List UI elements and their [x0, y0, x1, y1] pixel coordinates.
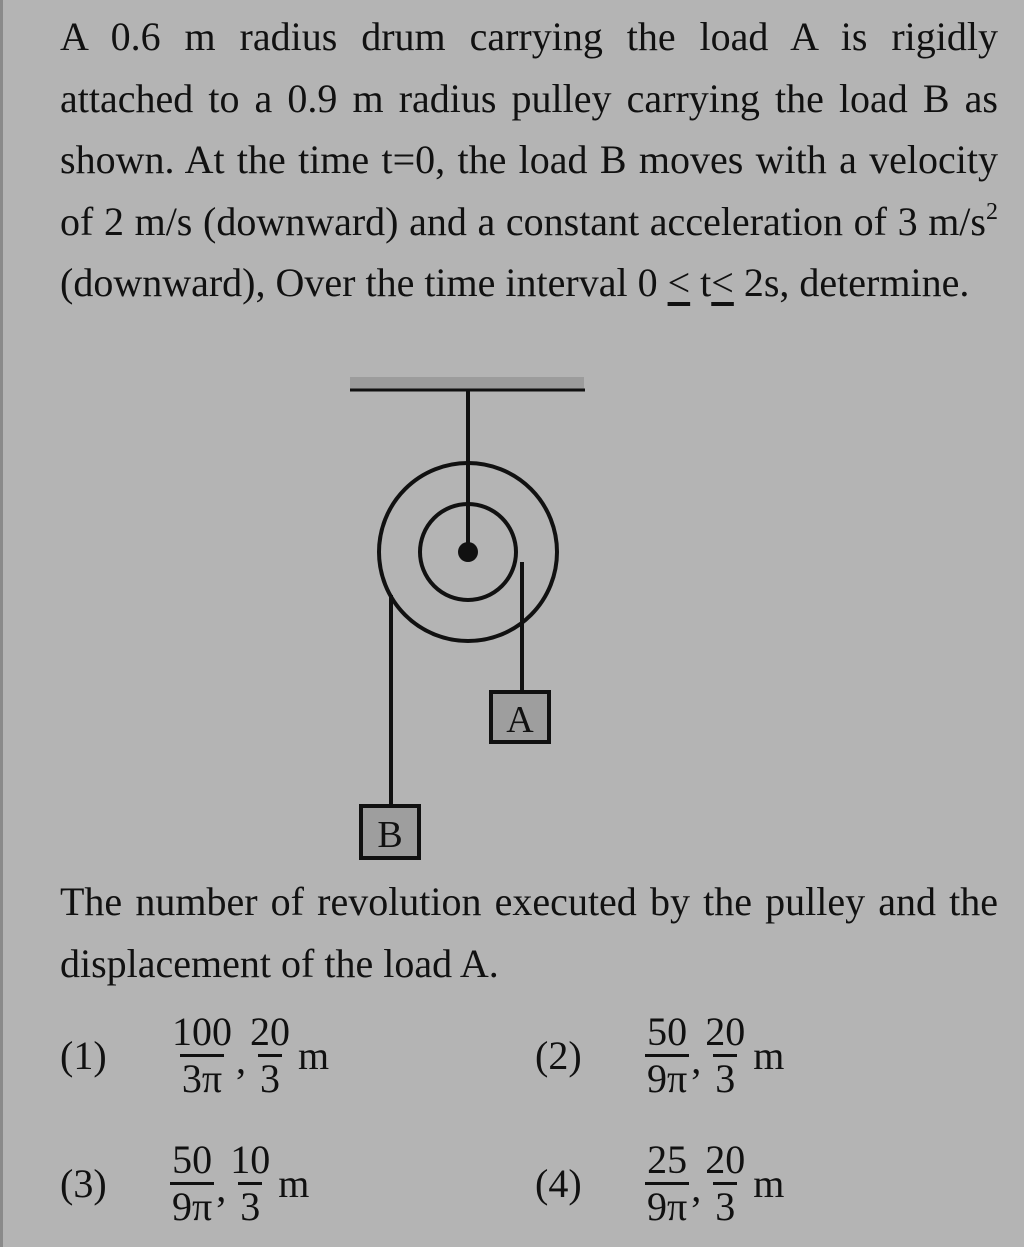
- pulley-diagram: [340, 370, 600, 870]
- leq-symbol: <: [667, 260, 691, 305]
- axle: [458, 542, 478, 562]
- option-number: (4): [535, 1161, 582, 1206]
- variable-t: t: [690, 260, 712, 305]
- fraction-revolutions: $\frac{100}{3\pi}$: [172, 1009, 232, 1101]
- question-text: [60, 6, 998, 314]
- unit: m: [278, 1161, 310, 1206]
- option-2[interactable]: (2) $\frac{50}{9\pi}$ , $\frac{20}{3}$ m: [535, 1009, 785, 1101]
- fraction-displacement: $\frac{10}{3}$: [230, 1137, 271, 1229]
- fraction-displacement: $\frac{20}{3}$: [250, 1009, 290, 1101]
- option-number: (2): [535, 1033, 582, 1078]
- load-a-label: A: [506, 699, 534, 741]
- option-1[interactable]: (1) $\frac{100}{3\pi}$ , $\frac{20}{3}$ m: [60, 1009, 330, 1101]
- question-prompt: The number of revolution executed by the pulley and the displacement of the load A.: [60, 879, 998, 986]
- option-4[interactable]: (4) $\frac{25}{9\pi}$ , $\frac{20}{3}$ m: [535, 1137, 785, 1229]
- page-border: [0, 0, 3, 1247]
- question-text-part: 2s, determine.: [733, 260, 970, 305]
- option-number: (3): [60, 1161, 107, 1206]
- fraction-displacement: $\frac{20}{3}$: [705, 1009, 746, 1101]
- unit: m: [753, 1161, 785, 1206]
- option-3[interactable]: (3) $\frac{50}{9\pi}$ , $\frac{10}{3}$ m: [60, 1137, 310, 1229]
- leq-symbol: <: [711, 260, 734, 305]
- fraction-revolutions: $\frac{50}{9\pi}$: [172, 1137, 213, 1229]
- fraction-displacement: $\frac{20}{3}$: [705, 1137, 746, 1229]
- superscript: 2: [986, 198, 998, 225]
- unit: m: [753, 1033, 785, 1078]
- ceiling: [350, 377, 584, 389]
- load-b-label: B: [377, 814, 403, 856]
- fraction-revolutions: $\frac{50}{9\pi}$: [647, 1009, 688, 1101]
- fraction-revolutions: $\frac{25}{9\pi}$: [647, 1137, 688, 1229]
- question-text-part: A 0.6 m radius drum carrying the load A is rigidly attached to a 0.9 m radius pulley carrying the load B as shown. At the time t=0, the load B moves with a velocity of 2 m/s (downward) and a constant acceleration of 3 m/s: [60, 14, 998, 244]
- unit: m: [298, 1033, 330, 1078]
- question-text-part: (downward), Over the time interval 0: [60, 260, 668, 305]
- option-number: (1): [60, 1033, 107, 1078]
